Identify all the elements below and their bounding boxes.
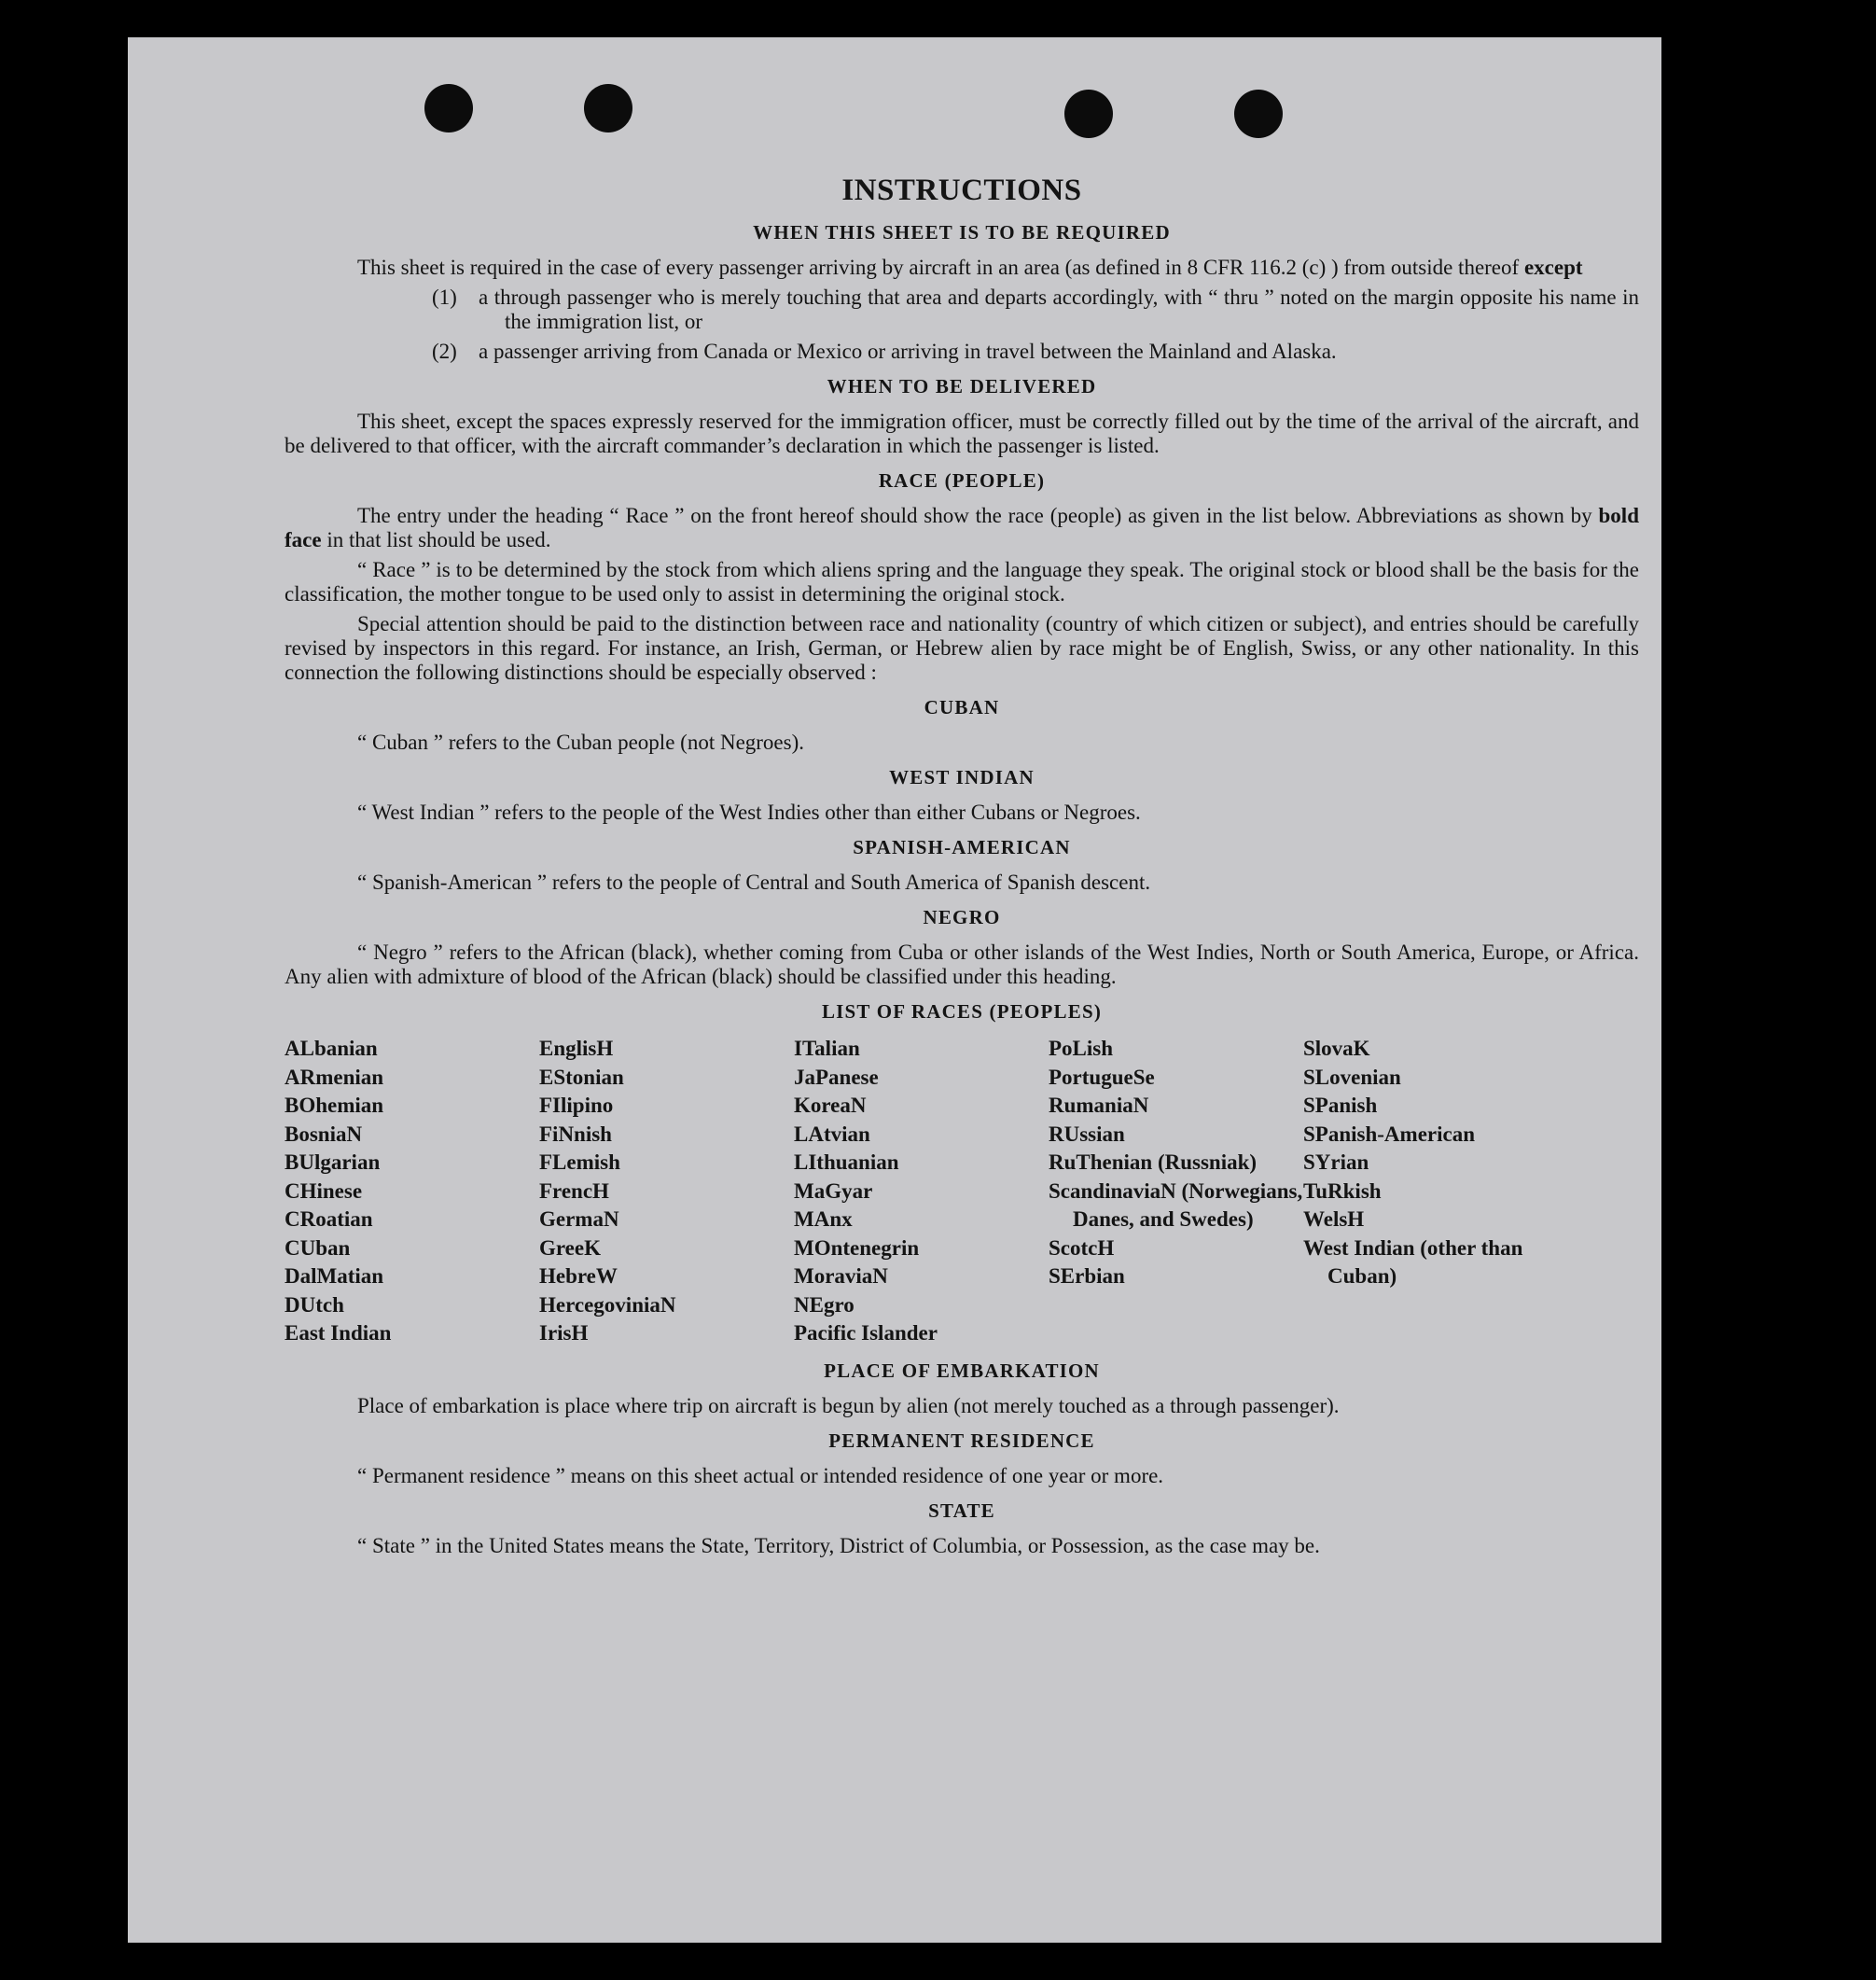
race-column-1: [285, 1035, 539, 1348]
instructions-content: [285, 174, 1639, 1564]
race-item: SPanish-American: [1303, 1122, 1475, 1146]
race-item: WelsH: [1303, 1207, 1365, 1231]
race-item: NEgro: [794, 1292, 855, 1317]
section-heading-spanish-american: SPANISH-AMERICAN: [853, 836, 1071, 858]
race-item: MAnx: [794, 1207, 853, 1231]
race-item: EnglisH: [539, 1037, 614, 1060]
race-item: CUban: [285, 1235, 351, 1260]
race-item: MOntenegrin: [794, 1235, 920, 1260]
exception-item-2-num: (2): [432, 340, 457, 363]
race-item: IrisH: [539, 1321, 589, 1345]
punch-hole-4: [1234, 90, 1283, 138]
section-heading-state: STATE: [928, 1499, 995, 1522]
race-item: East Indian: [285, 1321, 392, 1345]
race-item: RumaniaN: [1049, 1094, 1149, 1117]
race-item: LIthuanian: [794, 1150, 899, 1174]
race-item: ALbanian: [285, 1037, 378, 1060]
spanish-american-paragraph: “ Spanish-American ” refers to the people of Central and South America of Spanish descent.: [357, 871, 1151, 894]
section-heading-place-of-embarkation: PLACE OF EMBARKATION: [824, 1359, 1100, 1382]
race-column-5: [1303, 1035, 1574, 1348]
race-item: RUssian: [1049, 1122, 1125, 1146]
exception-item-1-num: (1): [432, 286, 457, 309]
race-item: SlovaK: [1303, 1037, 1370, 1060]
embarkation-paragraph: Place of embarkation is place where trip on aircraft is begun by alien (not merely touched as a through passenger).: [357, 1393, 1340, 1417]
race-item: Pacific Islander: [794, 1321, 938, 1345]
section-heading-west-indian: WEST INDIAN: [889, 766, 1035, 788]
punch-hole-1: [424, 84, 473, 132]
race-paragraph-3: Special attention should be paid to the distinction between race and nationality (country of which citizen or subject), and entries should be carefully revised by inspectors in this regard. For instance, an Irish, German, or Hebrew alien by race might be of English, Swiss, or any other nationality. In this connection the following distinctions should be especially observed :: [285, 612, 1639, 684]
document-sheet: [128, 37, 1661, 1943]
negro-paragraph: “ Negro ” refers to the African (black), whether coming from Cuba or other islands of the West Indies, North or South America, Europe, or Africa. Any alien with admixture of blood of the African (black) should be classified under this heading.: [285, 941, 1639, 988]
race-column-3: [794, 1035, 1049, 1348]
race-column-4: [1049, 1035, 1303, 1348]
race-item: SYrian: [1303, 1150, 1369, 1174]
race-item: RuThenian (Russniak): [1049, 1150, 1258, 1174]
race-item: ITalian: [794, 1037, 860, 1060]
required-intro: This sheet is required in the case of every passenger arriving by aircraft in an area (as defined in 8 CFR 116.2 (c) ) from outside thereof: [357, 256, 1520, 279]
race-item: DUtch: [285, 1292, 344, 1317]
west-indian-paragraph: “ West Indian ” refers to the people of the West Indies other than either Cubans or Negroes.: [357, 801, 1141, 824]
race-item: HercegoviniaN: [539, 1292, 676, 1317]
page-title: INSTRUCTIONS: [841, 174, 1082, 207]
race-item: FLemish: [539, 1150, 620, 1174]
race-item: KoreaN: [794, 1094, 867, 1117]
race-list: [285, 1035, 1639, 1348]
cuban-paragraph: “ Cuban ” refers to the Cuban people (not Negroes).: [357, 731, 805, 754]
required-except: except: [1523, 256, 1583, 279]
exception-item-2: [432, 340, 1639, 364]
race-item: PortugueSe: [1049, 1065, 1155, 1089]
race-item: PoLish: [1049, 1037, 1114, 1060]
race-item: FIlipino: [539, 1094, 614, 1117]
race-item: BUlgarian: [285, 1150, 381, 1174]
race-item: ScandinaviaN (Norwegians, Danes, and Swedes): [1049, 1178, 1303, 1231]
race-p1-bold: bold face: [285, 504, 1639, 551]
race-p1-end: in that list should be used.: [327, 528, 551, 551]
section-heading-cuban: CUBAN: [924, 696, 1000, 718]
race-item: SLovenian: [1303, 1065, 1401, 1089]
race-item: ARmenian: [285, 1065, 384, 1089]
exception-item-1: [432, 286, 1639, 334]
section-heading-when-required: WHEN THIS SHEET IS TO BE REQUIRED: [753, 221, 1171, 244]
race-item: BosniaN: [285, 1122, 363, 1146]
exception-item-1-text: a through passenger who is merely touching that area and departs accordingly, with “ thru ” noted on the margin opposite his name in the immigration list, or: [479, 286, 1639, 333]
race-column-2: [539, 1035, 794, 1348]
race-item: MoraviaN: [794, 1264, 888, 1288]
punch-hole-3: [1064, 90, 1113, 138]
race-item: ScotcH: [1049, 1235, 1115, 1260]
race-p1-text: The entry under the heading “ Race ” on the front hereof should show the race (people) as given in the list below. Abbreviations as shown by: [357, 504, 1592, 527]
race-item: FiNnish: [539, 1122, 612, 1146]
section-heading-permanent-residence: PERMANENT RESIDENCE: [828, 1429, 1095, 1452]
race-item: CHinese: [285, 1178, 363, 1203]
race-item: MaGyar: [794, 1178, 873, 1203]
race-item: DalMatian: [285, 1264, 384, 1288]
race-item: FrencH: [539, 1178, 609, 1203]
residence-paragraph: “ Permanent residence ” means on this sheet actual or intended residence of one year or more.: [357, 1463, 1164, 1487]
race-item: LAtvian: [794, 1122, 870, 1146]
race-item: GreeK: [539, 1235, 601, 1260]
race-item: SPanish: [1303, 1094, 1378, 1117]
delivered-paragraph: This sheet, except the spaces expressly reserved for the immigration officer, must be correctly filled out by the time of the arrival of the aircraft, and be delivered to that officer, with the aircraft commander’s declaration in which the passenger is listed.: [285, 410, 1639, 457]
state-paragraph: “ State ” in the United States means the State, Territory, District of Columbia, or Possession, as the case may be.: [357, 1533, 1320, 1557]
race-item: EStonian: [539, 1065, 624, 1089]
section-heading-when-delivered: WHEN TO BE DELIVERED: [827, 375, 1097, 397]
race-item: West Indian (other than Cuban): [1303, 1235, 1523, 1288]
section-heading-race: RACE (PEOPLE): [878, 469, 1046, 492]
race-paragraph-2: “ Race ” is to be determined by the stock from which aliens spring and the language they speak. The original stock or blood shall be the basis for the classification, the mother tongue to be used only to assist in determining the original stock.: [285, 558, 1639, 606]
race-item: HebreW: [539, 1264, 618, 1288]
race-paragraph-1: [285, 504, 1639, 552]
exception-item-2-text: a passenger arriving from Canada or Mexico or arriving in travel between the Mainland and Alaska.: [479, 340, 1337, 363]
race-item: SErbian: [1049, 1264, 1125, 1288]
race-item: TuRkish: [1303, 1178, 1382, 1203]
race-item: BOhemian: [285, 1094, 384, 1117]
race-item: CRoatian: [285, 1207, 373, 1231]
section-heading-list-of-races: LIST OF RACES (PEOPLES): [821, 1000, 1103, 1023]
race-item: JaPanese: [794, 1065, 879, 1089]
section-heading-negro: NEGRO: [923, 906, 1001, 928]
punch-hole-2: [584, 84, 632, 132]
race-item: GermaN: [539, 1207, 619, 1231]
required-paragraph: [285, 256, 1639, 280]
